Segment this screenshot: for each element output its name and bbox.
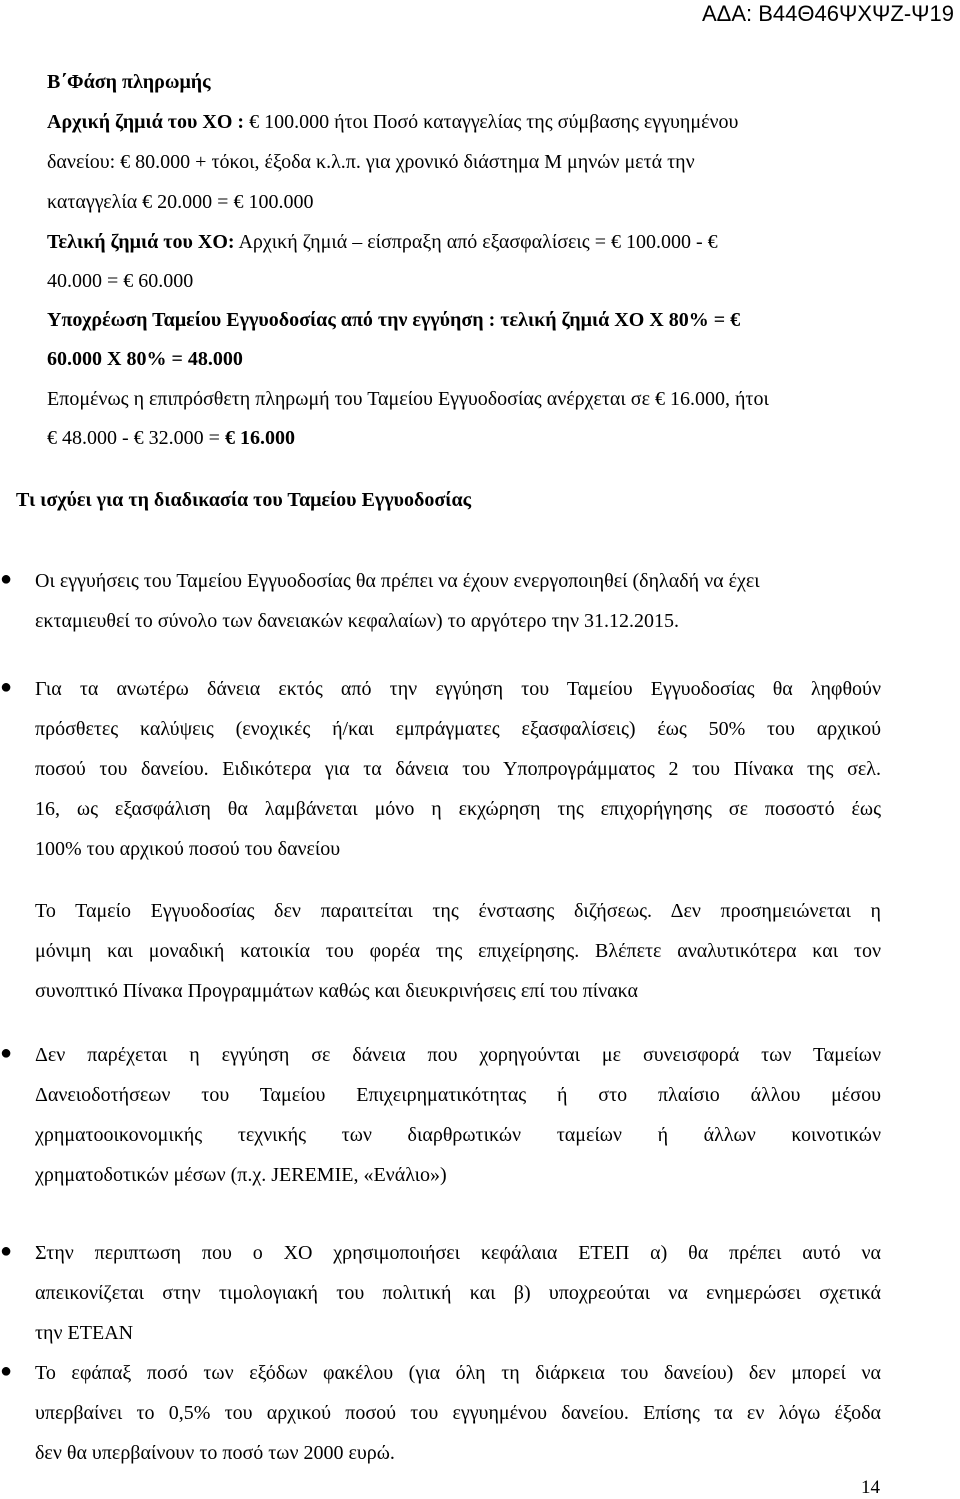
phase-b-line: δανείου: € 80.000 + τόκοι, έξοδα κ.λ.π. για χρονικό διάστημα Μ μηνών μετά την	[47, 151, 695, 173]
bullet-line: χρηματοδοτικών μέσων (π.χ. JEREMIE, «Ενάλιο»)	[35, 1164, 447, 1186]
phase-b-title: Β΄Φάση πληρωμής	[47, 71, 211, 93]
phase-b-initial-loss	[47, 109, 738, 135]
phase-b-final-loss	[47, 229, 718, 255]
additional-payment-calc	[47, 425, 295, 451]
bullet-marker: ●	[0, 1042, 13, 1064]
bullet-item-file-fees	[35, 1360, 881, 1480]
initial-loss-text: € 100.000 ήτοι Ποσό καταγγελίας της σύμβασης εγγυημένου	[244, 111, 739, 133]
bullet-line: απεικονίζεται στην τιμολογιακή του πολιτική και β) υποχρεούται να ενημερώσει σχετικά	[35, 1282, 881, 1304]
ada-identifier: ΑΔΑ: Β44Θ46ΨΧΨΖ-Ψ19	[701, 1, 954, 26]
bullet-line: δεν θα υπερβαίνουν το ποσό των 2000 ευρώ.	[35, 1442, 395, 1464]
bullet-line: Το εφάπαξ ποσό των εξόδων φακέλου (για όλη τη διάρκεια του δανείου) δεν μπορεί να	[35, 1362, 881, 1384]
guarantee-obligation: Υποχρέωση Ταμείου Εγγυοδοσίας από την εγγύηση : τελική ζημιά ΧΟ Χ 80% = €	[47, 309, 741, 331]
initial-loss-label: Αρχική ζημιά του ΧΟ :	[47, 111, 245, 133]
bullet-line: Οι εγγυήσεις του Ταμείου Εγγυοδοσίας θα πρέπει να έχουν ενεργοποιηθεί (δηλαδή να έχει	[35, 570, 760, 592]
bullet-marker: ●	[0, 568, 13, 590]
bullet-line: Δεν παρέχεται η εγγύηση σε δάνεια που χορηγούνται με συνεισφορά των Ταμείων	[35, 1044, 881, 1066]
paragraph-discussion-plea	[35, 898, 881, 1018]
bullet-line: ποσού του δανείου. Ειδικότερα για τα δάνεια του Υποπρογράμματος 2 του Πίνακα της σελ.	[35, 758, 881, 780]
bullet-item-activation-deadline	[35, 568, 881, 648]
bullet-line: χρηματοοικονομικής τεχνικής των διαρθρωτικών ταμείων ή άλλων κοινοτικών	[35, 1124, 881, 1146]
final-loss-text: Αρχική ζημιά – είσπραξη από εξασφαλίσεις = € 100.000 - €	[234, 231, 718, 253]
bullet-line: Για τα ανωτέρω δάνεια εκτός από την εγγύηση του Ταμείου Εγγυοδοσίας θα ληφθούν	[35, 678, 881, 700]
bullet-marker: ●	[0, 1240, 13, 1262]
bullet-line: Δανειοδοτήσεων του Ταμείου Επιχειρηματικότητας ή στο πλαίσιο άλλου μέσου	[35, 1084, 881, 1106]
bullet-line: υπερβαίνει το 0,5% του αρχικού ποσού του εγγυημένου δανείου. Επίσης τα εν λόγω έξοδα	[35, 1402, 881, 1424]
paragraph-line: μόνιμη και μοναδική κατοικία του φορέα της επιχείρησης. Βλέπετε αναλυτικότερα και τον	[35, 940, 881, 962]
bullet-item-additional-collateral	[35, 676, 881, 876]
phase-b-line: καταγγελία € 20.000 = € 100.000	[47, 191, 314, 213]
guarantee-calc	[47, 346, 243, 372]
bullet-line: 100% του αρχικού ποσού του δανείου	[35, 838, 341, 860]
payment-amount: € 16.000	[224, 427, 295, 449]
bullet-line: Στην περιπτωση που ο ΧΟ χρησιμοποιήσει κεφάλαια ΕΤΕΠ α) θα πρέπει αυτό να	[35, 1242, 881, 1264]
final-loss-label: Τελική ζημιά του ΧΟ:	[47, 231, 235, 253]
paragraph-line: συνοπτικό Πίνακα Προγραμμάτων καθώς και διευκρινήσεις επί του πίνακα	[35, 980, 639, 1002]
additional-payment: Επομένως η επιπρόσθετη πληρωμή του Ταμείου Εγγυοδοσίας ανέρχεται σε € 16.000, ήτοι	[47, 388, 769, 410]
guarantee-amount: 48.000	[187, 348, 243, 370]
bullet-line: εκταμιευθεί το σύνολο των δανειακών κεφαλαίων) το αργότερο την 31.12.2015.	[35, 610, 679, 632]
bullet-item-excluded-loans	[35, 1042, 881, 1202]
bullet-line: την ΕΤΕΑΝ	[35, 1322, 134, 1344]
bullet-line: 16, ως εξασφάλιση θα λαμβάνεται μόνο η εκχώρηση της επιχορήγησης σε ποσοστό έως	[35, 798, 881, 820]
page-number: 14	[861, 1477, 880, 1498]
bullet-item-etep-funds	[35, 1240, 881, 1360]
section-heading: Τι ισχύει για τη διαδικασία του Ταμείου Εγγυοδοσίας	[16, 489, 472, 511]
bullet-marker: ●	[0, 676, 13, 698]
phase-b-line: 40.000 = € 60.000	[47, 270, 194, 292]
payment-calc-text: € 48.000 - € 32.000 =	[47, 427, 225, 449]
paragraph-line: Το Ταμείο Εγγυοδοσίας δεν παραιτείται της ένστασης διζήσεως. Δεν προσημειώνεται η	[35, 900, 881, 922]
bullet-line: πρόσθετες καλύψεις (ενοχικές ή/και εμπράγματες εξασφαλίσεις) έως 50% του αρχικού	[35, 718, 881, 740]
guarantee-calc-text: 60.000 Χ 80% =	[47, 348, 188, 370]
bullet-marker: ●	[0, 1360, 13, 1382]
